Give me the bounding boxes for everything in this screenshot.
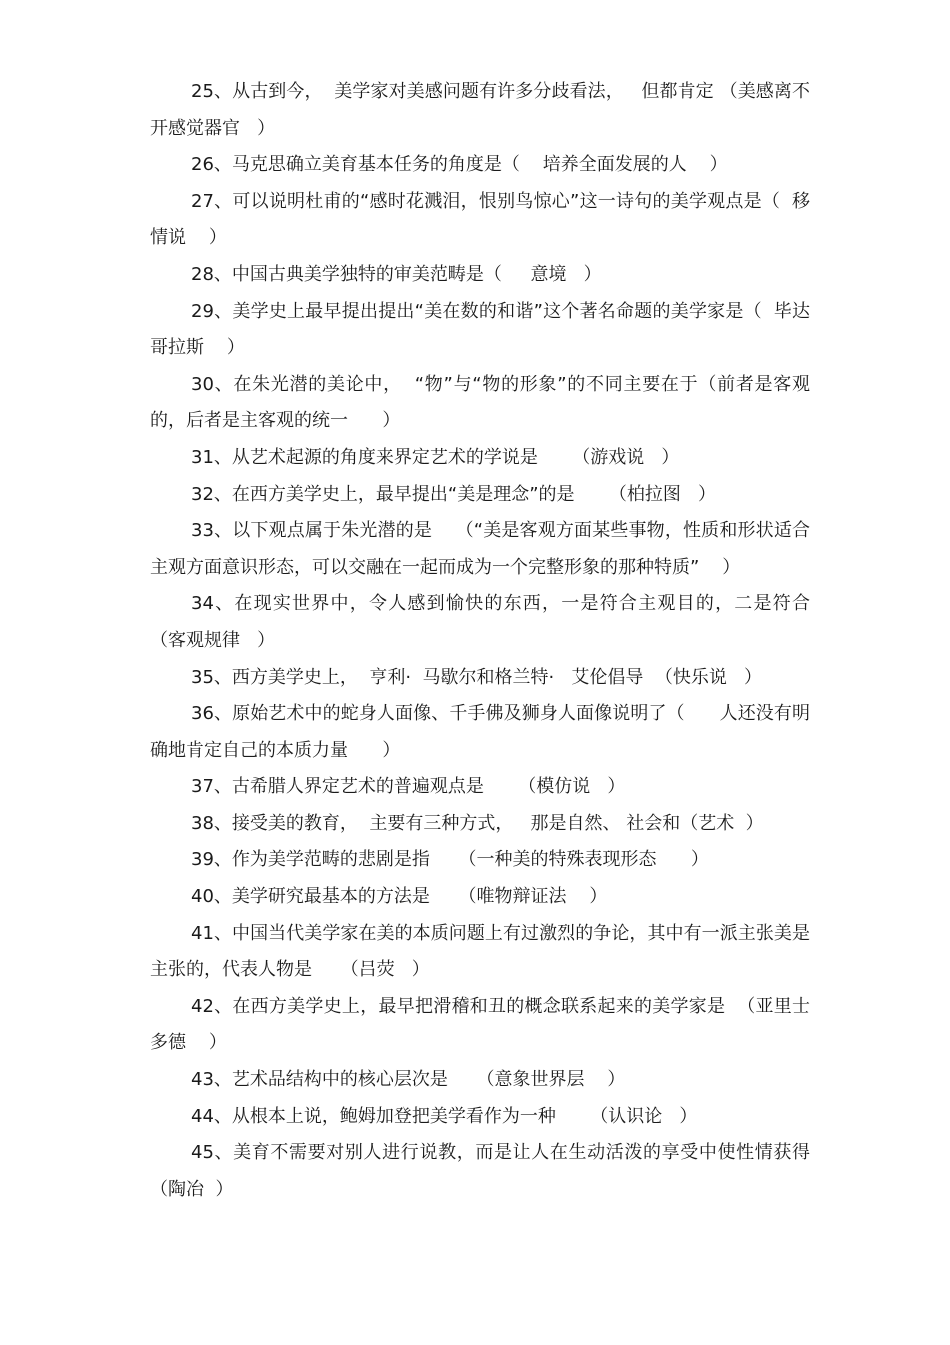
question-43: 43、艺术品结构中的核心层次是 （意象世界层 ） (191, 1069, 626, 1091)
question-41: 41、中国当代美学家在美的本质问题上有过激烈的争论，其中有一派主张美是主张的，代表人物是 （吕荧 ） (150, 922, 810, 981)
question-40: 40、美学研究最基本的方法是 （唯物辩证法 ） (191, 886, 608, 908)
question-36: 36、原始艺术中的蛇身人面像、千手佛及狮身人面像说明了（ 人还没有明确地肯定自己的本质力量 ） (150, 703, 810, 761)
question-32: 32、在西方美学史上，最早提出“美是理念”的是 （柏拉图 ） (191, 483, 717, 505)
question-38: 38、接受美的教育， 主要有三种方式， 那是自然、 社会和（艺术 ） (191, 812, 764, 834)
question-33: 33、以下观点属于朱光潜的是 （“美是客观方面某些事物，性质和形状适合主观方面意识形态，可以交融在一起而成为一个完整形象的那种特质” ） (150, 520, 810, 578)
question-45: 45、美育不需要对别人进行说教，而是让人在生动活泼的享受中使性情获得 （陶冶 ） (150, 1142, 822, 1200)
question-29: 29、美学史上最早提出提出“美在数的和谐”这个著名命题的美学家是（ 毕达哥拉斯 ） (150, 300, 810, 359)
question-list (150, 74, 828, 1208)
question-37: 37、古希腊人界定艺术的普遍观点是 （模仿说 ） (191, 776, 626, 798)
question-26: 26、马克思确立美育基本任务的角度是（ 培养全面发展的人 ） (191, 154, 728, 176)
question-27: 27、可以说明杜甫的“感时花溅泪，恨别鸟惊心”这一诗句的美学观点是（ 移情说 ） (150, 190, 810, 249)
question-25: 25、从古到今， 美学家对美感问题有许多分歧看法， 但都肯定 （美感离不开感觉器官 ） (150, 81, 810, 139)
question-31: 31、从艺术起源的角度来界定艺术的学说是 （游戏说 ） (191, 446, 680, 468)
question-34: 34、在现实世界中，令人感到愉快的东西，一是符合主观目的，二是符合 （客观规律 ） (150, 593, 828, 651)
question-35: 35、西方美学史上， 亨利· 马歇尔和格兰特· 艾伦倡导 （快乐说 ） (191, 666, 763, 688)
question-44: 44、从根本上说，鲍姆加登把美学看作为一种 （认识论 ） (191, 1105, 698, 1127)
question-28: 28、中国古典美学独特的审美范畴是（ 意境 ） (191, 263, 602, 285)
question-30: 30、在朱光潜的美论中， “物”与“物的形象”的不同主要在于（前者是客观的，后者是主客观的统一 ） (150, 373, 810, 432)
question-39: 39、作为美学范畴的悲剧是指 （一种美的特殊表现形态 ） (191, 849, 709, 871)
question-42: 42、在西方美学史上，最早把滑稽和丑的概念联系起来的美学家是 （亚里士多德 ） (150, 995, 810, 1054)
